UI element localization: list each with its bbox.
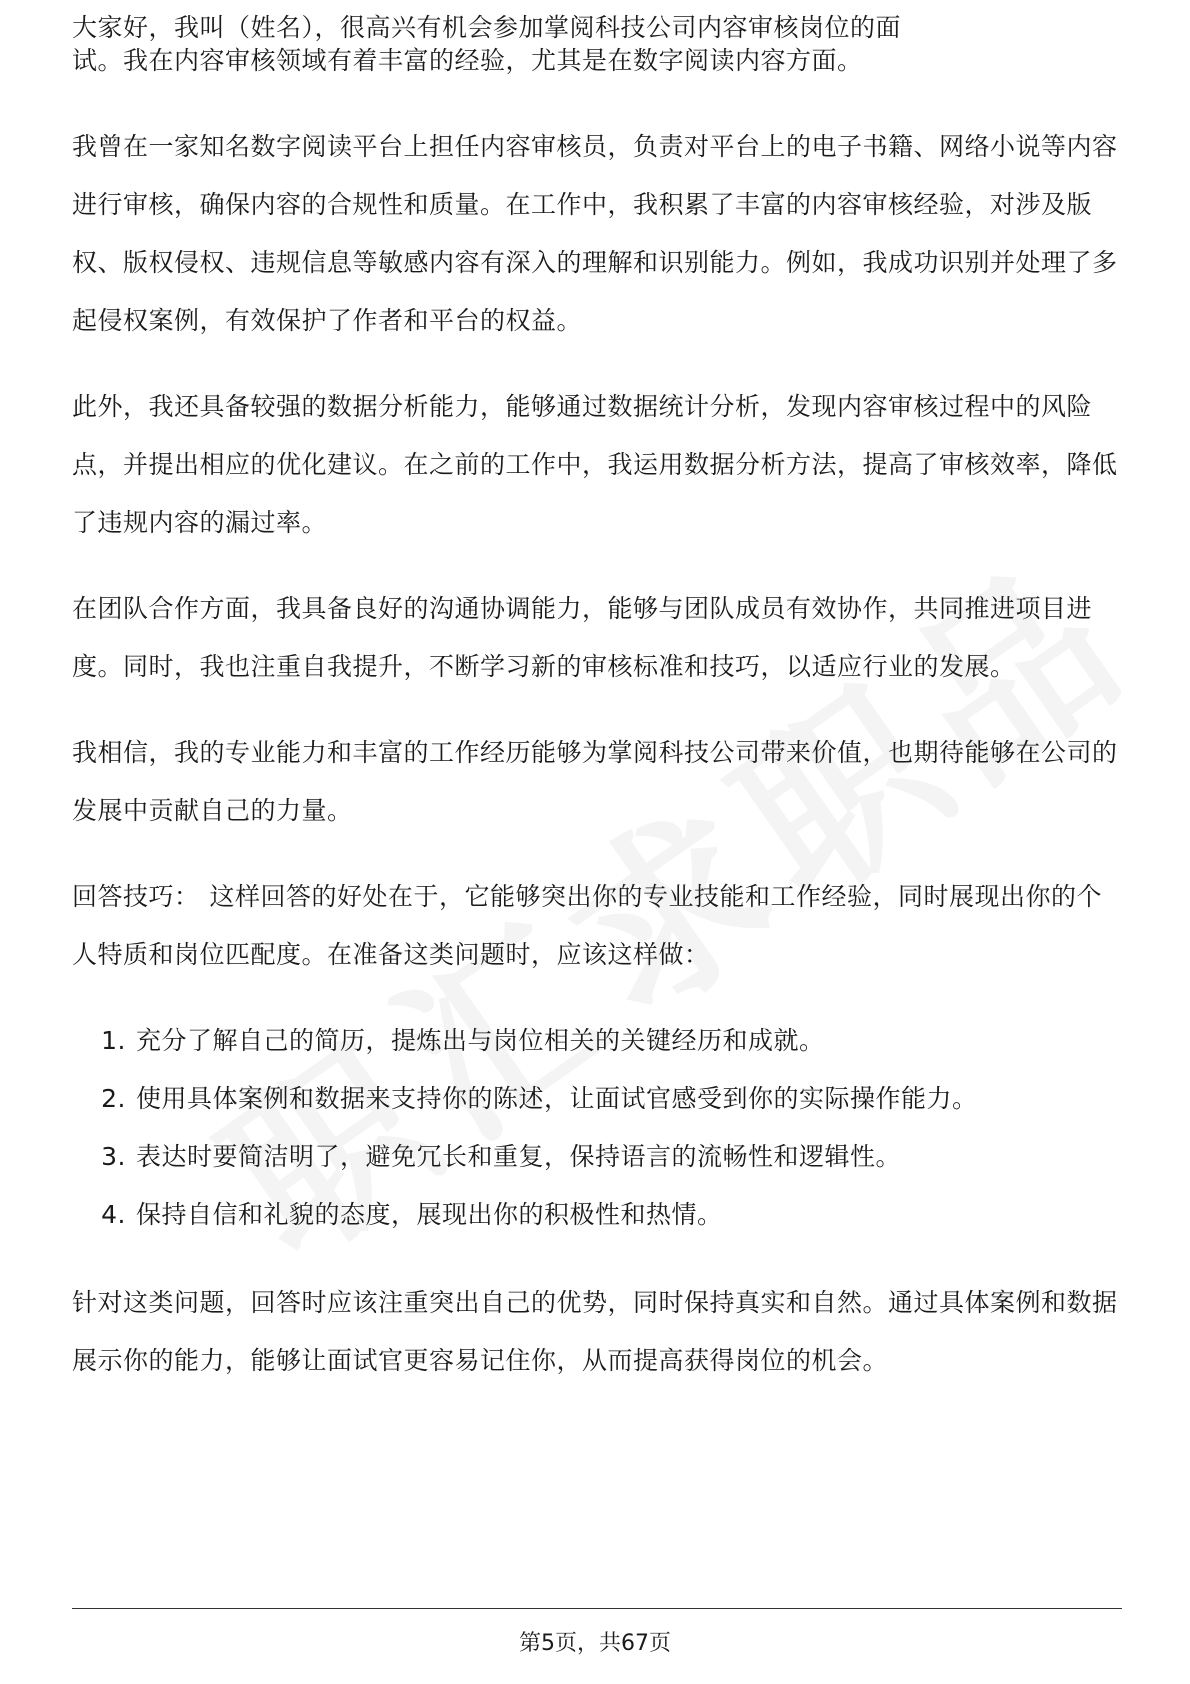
list-number: 3. bbox=[101, 1142, 126, 1171]
conclusion-paragraph: 针对这类问题，回答时应该注重突出自己的优势，同时保持真实和自然。通过具体案例和数据展示你的能力，能够让面试官更容易记住你，从而提高获得岗位的机会。 bbox=[72, 1288, 1118, 1375]
intro-paragraph: 试。我在内容审核领域有着丰富的经验，尤其是在数字阅读内容方面。 bbox=[72, 46, 863, 75]
paragraph-closing: 我相信，我的专业能力和丰富的工作经历能够为掌阅科技公司带来价值，也期待能够在公司的发展中贡献自己的力量。 bbox=[72, 738, 1118, 825]
list-item bbox=[72, 1012, 1122, 1070]
list-number: 1. bbox=[101, 1026, 126, 1055]
list-text: 表达时要简洁明了，避免冗长和重复，保持语言的流畅性和逻辑性。 bbox=[136, 1142, 902, 1171]
list-text: 使用具体案例和数据来支持你的陈述，让面试官感受到你的实际操作能力。 bbox=[136, 1084, 978, 1113]
tip-label: 回答技巧： bbox=[72, 882, 200, 911]
list-text: 保持自信和礼貌的态度，展现出你的积极性和热情。 bbox=[136, 1200, 723, 1229]
tips-list bbox=[72, 1012, 1122, 1244]
list-text: 充分了解自己的简历，提炼出与岗位相关的关键经历和成就。 bbox=[136, 1026, 825, 1055]
cut-off-line bbox=[72, 0, 1122, 42]
list-item bbox=[72, 1070, 1122, 1128]
tip-paragraph bbox=[72, 868, 1122, 984]
paragraph-teamwork: 在团队合作方面，我具备良好的沟通协调能力，能够与团队成员有效协作，共同推进项目进度。同时，我也注重自我提升，不断学习新的审核标准和技巧，以适应行业的发展。 bbox=[72, 594, 1093, 681]
list-number: 2. bbox=[101, 1084, 126, 1113]
document-body bbox=[72, 13, 1122, 1418]
paragraph-data-analysis: 此外，我还具备较强的数据分析能力，能够通过数据统计分析，发现内容审核过程中的风险点，并提出相应的优化建议。在之前的工作中，我运用数据分析方法，提高了审核效率，降低了违规内容的漏过率。 bbox=[72, 392, 1118, 537]
cut-off-text: 大家好，我叫（姓名），很高兴有机会参加掌阅科技公司内容审核岗位的面 bbox=[72, 13, 902, 42]
paragraph-experience: 我曾在一家知名数字阅读平台上担任内容审核员，负责对平台上的电子书籍、网络小说等内容进行审核，确保内容的合规性和质量。在工作中，我积累了丰富的内容审核经验，对涉及版权、版权侵权、违规信息等敏感内容有深入的理解和识别能力。例如，我成功识别并处理了多起侵权案例，有效保护了作者和平台的权益。 bbox=[72, 132, 1118, 335]
list-number: 4. bbox=[101, 1200, 126, 1229]
list-item bbox=[72, 1186, 1122, 1244]
list-item bbox=[72, 1128, 1122, 1186]
page-number: 第5页，共67页 bbox=[519, 1631, 671, 1656]
footer-divider bbox=[72, 1608, 1122, 1609]
tip-text: 这样回答的好处在于，它能够突出你的专业技能和工作经验，同时展现出你的个人特质和岗位匹配度。在准备这类问题时，应该这样做： bbox=[72, 882, 1103, 969]
